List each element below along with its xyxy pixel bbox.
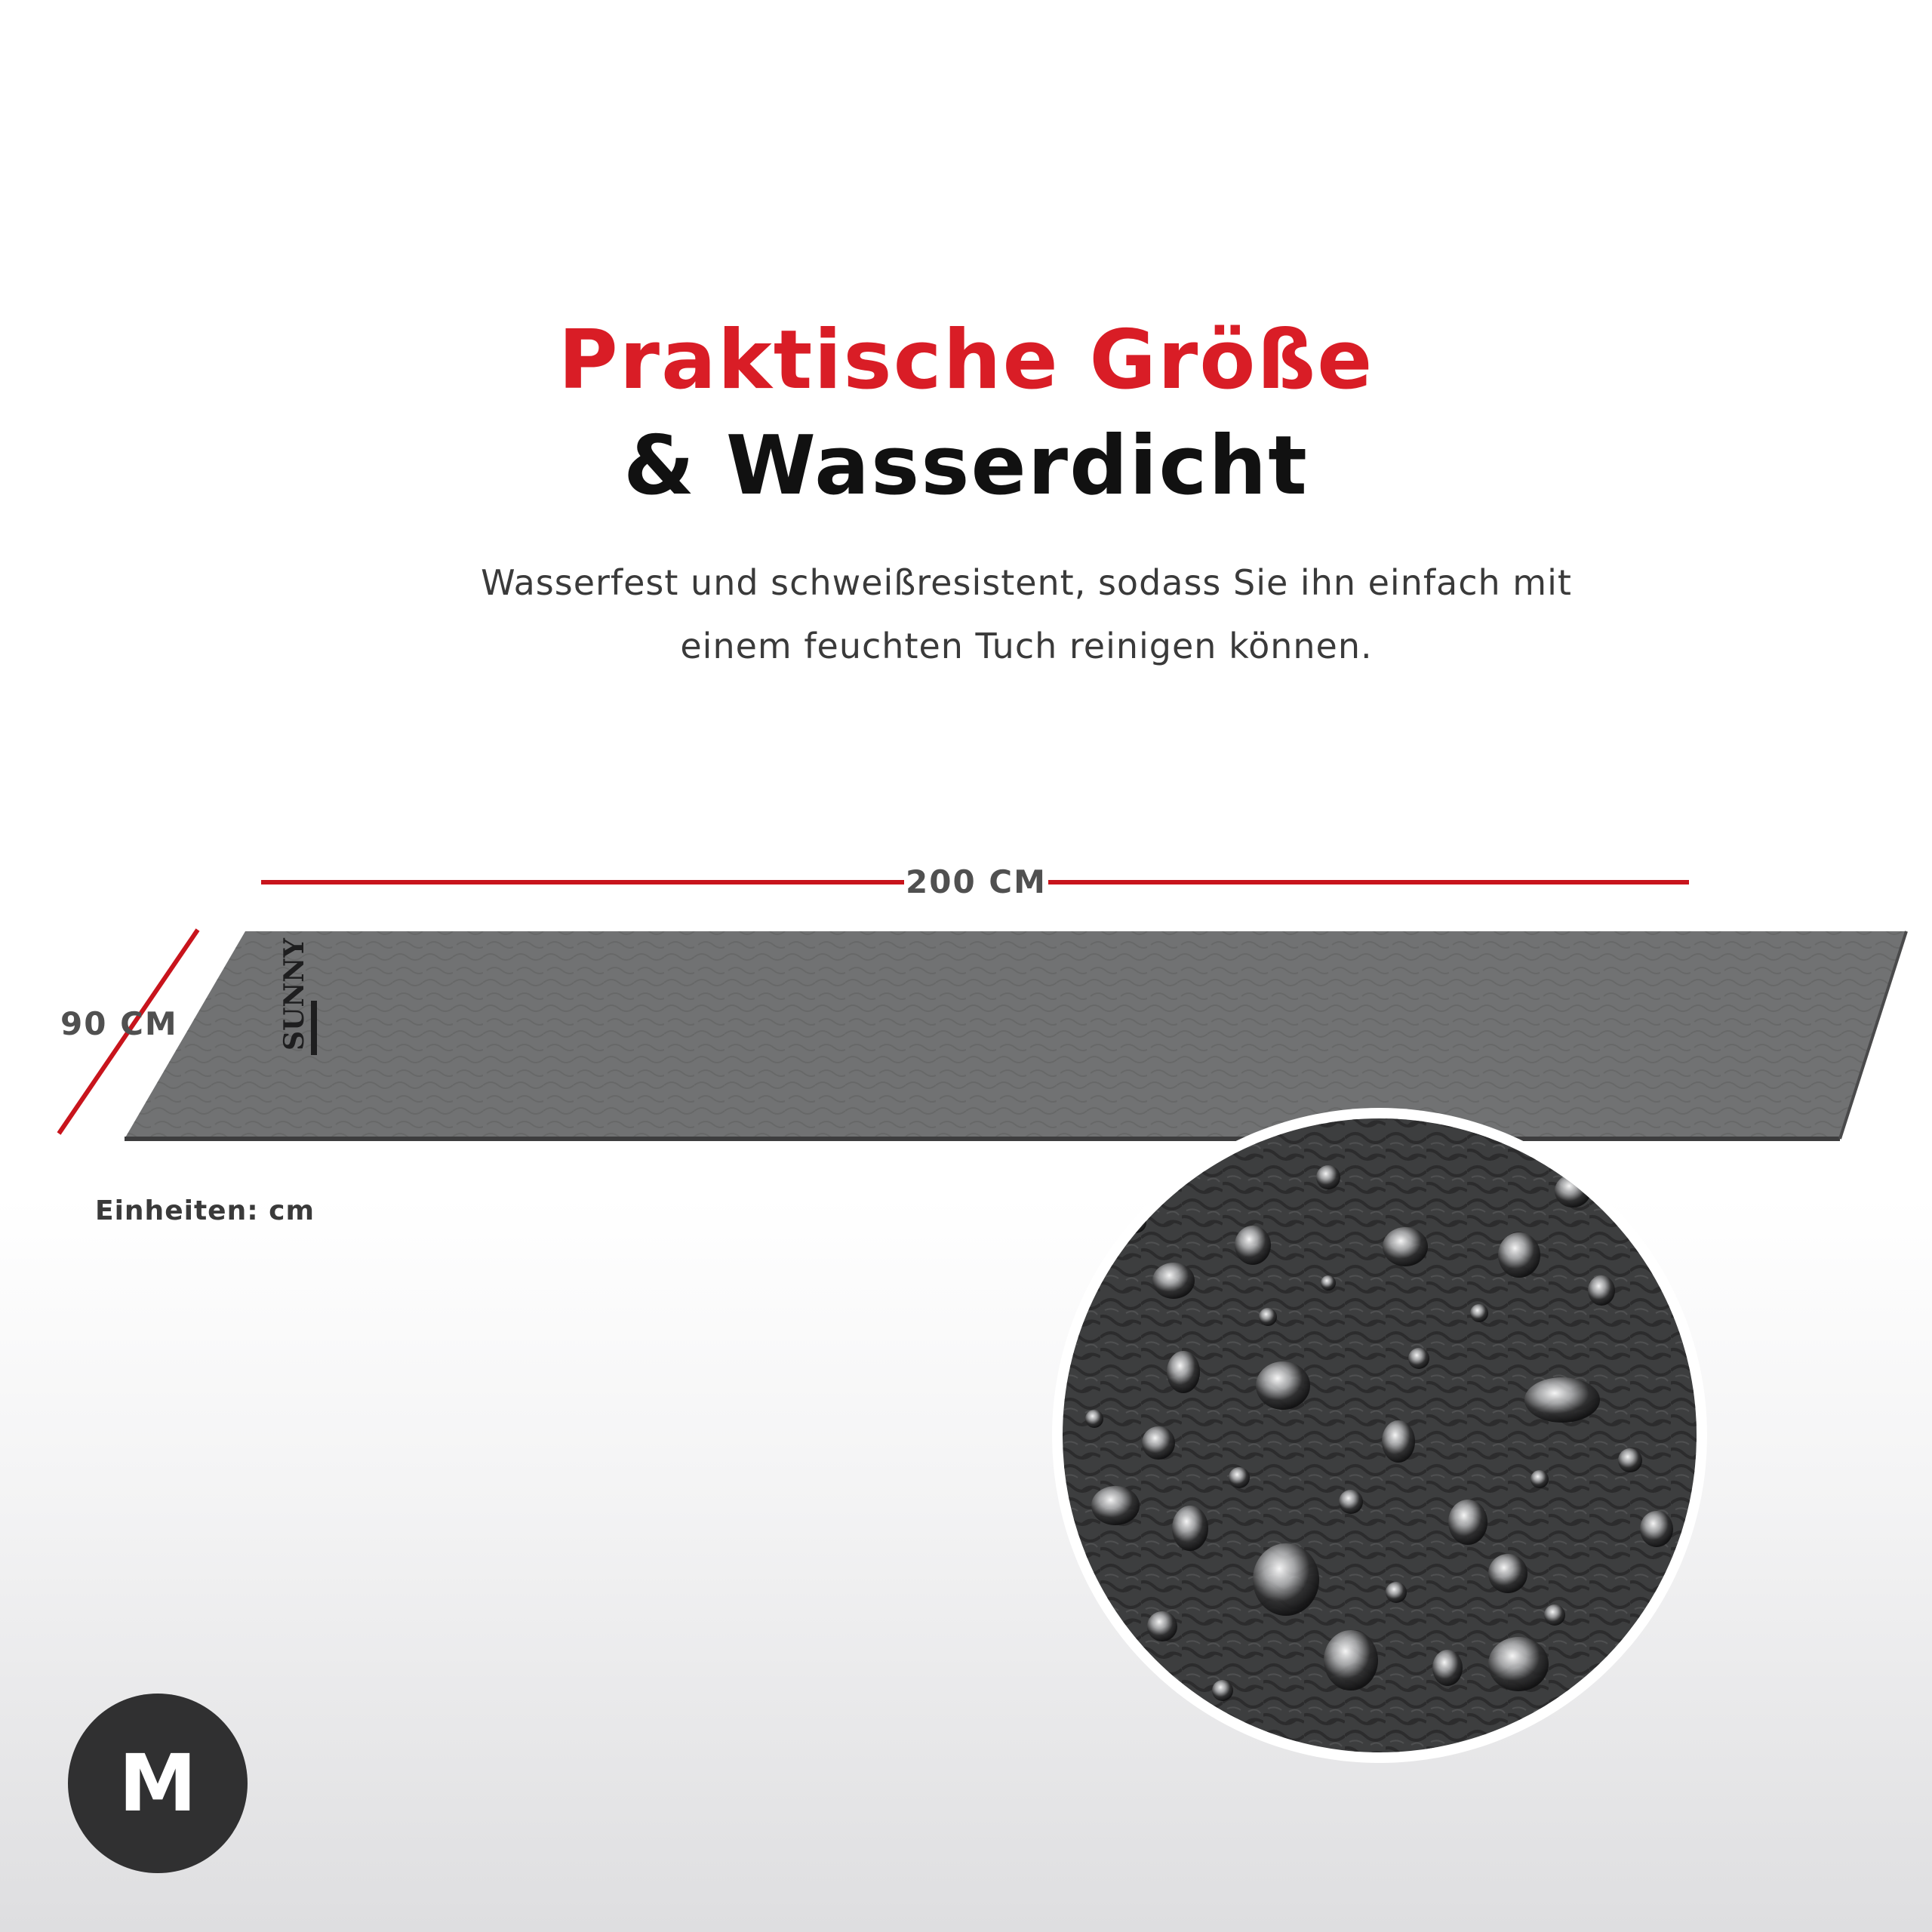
length-label: 200 CM [906,863,1047,900]
description-line-1: Wasserfest und schweißresistent, sodass Sie ihn einfach mit [481,562,1572,603]
headline-line-2: & Wasserdicht [623,419,1309,513]
length-dimension-line-right [1041,880,1689,884]
brand-logo-bar [311,1001,317,1055]
units-label: Einheiten: cm [95,1195,315,1226]
texture-zoom-circle [1052,1108,1707,1763]
description-line-2: einem feuchten Tuch reinigen können. [680,626,1373,666]
headline-line-1: Praktische Größe [558,313,1374,408]
brand-logo [278,937,310,1051]
brand-logo-text: SUNNY [278,938,310,1051]
exercise-mat [125,931,1906,1139]
length-dimension-line-left [261,880,904,884]
width-label: 90 CM [60,1005,178,1042]
size-badge: M [68,1694,248,1873]
